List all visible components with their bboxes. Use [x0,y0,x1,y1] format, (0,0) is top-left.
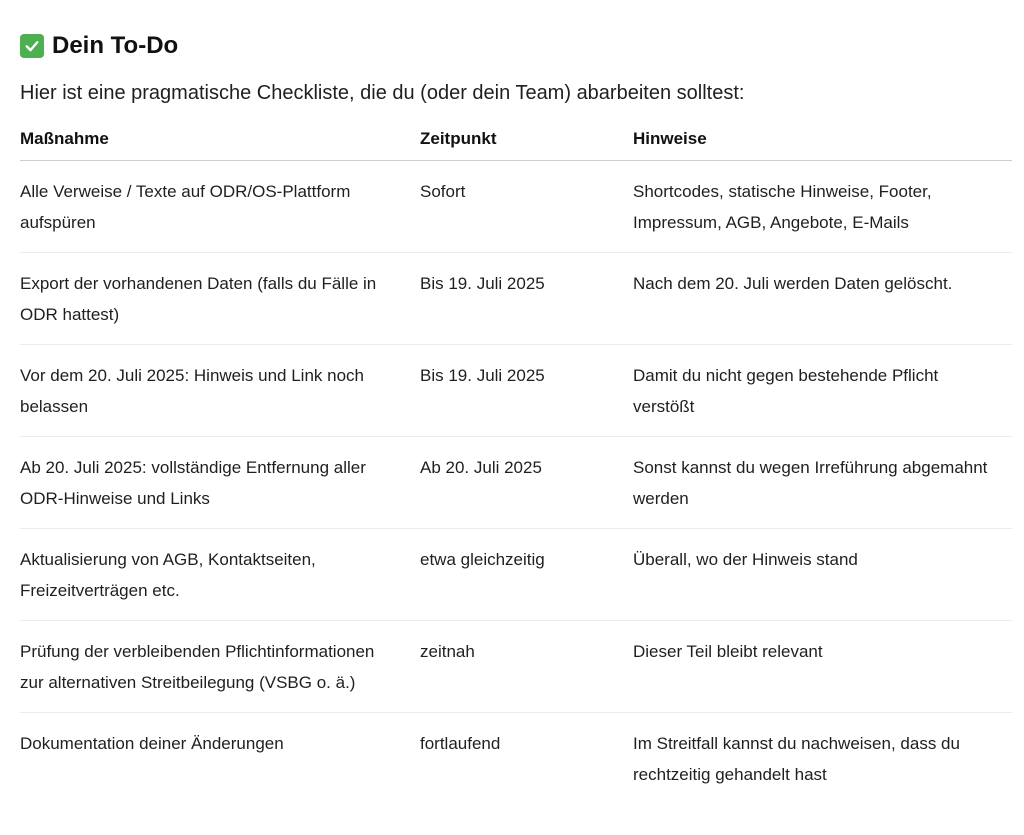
cell-time-text: Bis 19. Juli 2025 [420,366,545,385]
cell-measure [20,437,420,529]
cell-note-text: Im Streitfall kannst du nachweisen, dass du rechtzeitig gehandelt hast [633,734,960,784]
cell-time [420,529,633,621]
cell-measure [20,253,420,345]
table-row [20,253,1012,345]
section-title [20,30,1012,62]
intro-paragraph: Hier ist eine pragmatische Checkliste, die du (oder dein Team) abarbeiten solltest: [20,82,745,104]
table-row [20,345,1012,437]
cell-measure [20,161,420,253]
cell-measure [20,529,420,621]
cell-measure [20,345,420,437]
column-header-measure: Maßnahme [20,118,420,161]
table-row [20,529,1012,621]
table-header-row [20,118,1012,161]
cell-measure-text: Ab 20. Juli 2025: vollständige Entfernung aller ODR-Hinweise und Links [20,458,366,508]
cell-measure-text: Dokumentation deiner Änderungen [20,734,284,753]
cell-note-text: Shortcodes, statische Hinweise, Footer, Impressum, AGB, Angebote, E-Mails [633,182,932,232]
cell-time [420,345,633,437]
check-mark-button-icon [20,34,44,58]
cell-note [633,713,1012,805]
todo-table [20,118,1012,804]
cell-note-text: Überall, wo der Hinweis stand [633,550,858,569]
cell-note [633,253,1012,345]
table-row [20,621,1012,713]
cell-measure [20,621,420,713]
cell-time [420,621,633,713]
cell-note-text: Damit du nicht gegen bestehende Pflicht verstößt [633,366,939,416]
cell-time [420,713,633,805]
cell-measure [20,713,420,805]
table-header [20,118,1012,161]
cell-measure-text: Export der vorhandenen Daten (falls du Fälle in ODR hattest) [20,274,377,324]
table-row [20,161,1012,253]
cell-time-text: Sofort [420,182,466,201]
cell-note-text: Dieser Teil bleibt relevant [633,642,823,661]
cell-measure-text: Prüfung der verbleibenden Pflichtinformationen zur alternativen Streitbeilegung (VSBG o. ä.) [20,642,375,692]
cell-time [420,161,633,253]
table-row [20,437,1012,529]
table-row [20,713,1012,805]
cell-time-text: etwa gleichzeitig [420,550,545,569]
column-header-time: Zeitpunkt [420,118,633,161]
cell-measure-text: Alle Verweise / Texte auf ODR/OS-Plattform aufspüren [20,182,351,232]
cell-measure-text: Vor dem 20. Juli 2025: Hinweis und Link noch belassen [20,366,364,416]
cell-time-text: zeitnah [420,642,475,661]
section-title-text: Dein To-Do [52,32,179,59]
cell-measure-text: Aktualisierung von AGB, Kontaktseiten, Freizeitverträgen etc. [20,550,316,600]
cell-time-text: Ab 20. Juli 2025 [420,458,542,477]
cell-note-text: Nach dem 20. Juli werden Daten gelöscht. [633,274,953,293]
cell-time [420,253,633,345]
cell-note [633,161,1012,253]
cell-note [633,345,1012,437]
cell-time-text: Bis 19. Juli 2025 [420,274,545,293]
cell-note-text: Sonst kannst du wegen Irreführung abgemahnt werden [633,458,988,508]
check-mark-glyph-icon [23,37,41,55]
table-body [20,161,1012,805]
cell-time-text: fortlaufend [420,734,501,753]
cell-note [633,437,1012,529]
column-header-notes: Hinweise [633,118,1012,161]
cell-time [420,437,633,529]
cell-note [633,529,1012,621]
cell-note [633,621,1012,713]
